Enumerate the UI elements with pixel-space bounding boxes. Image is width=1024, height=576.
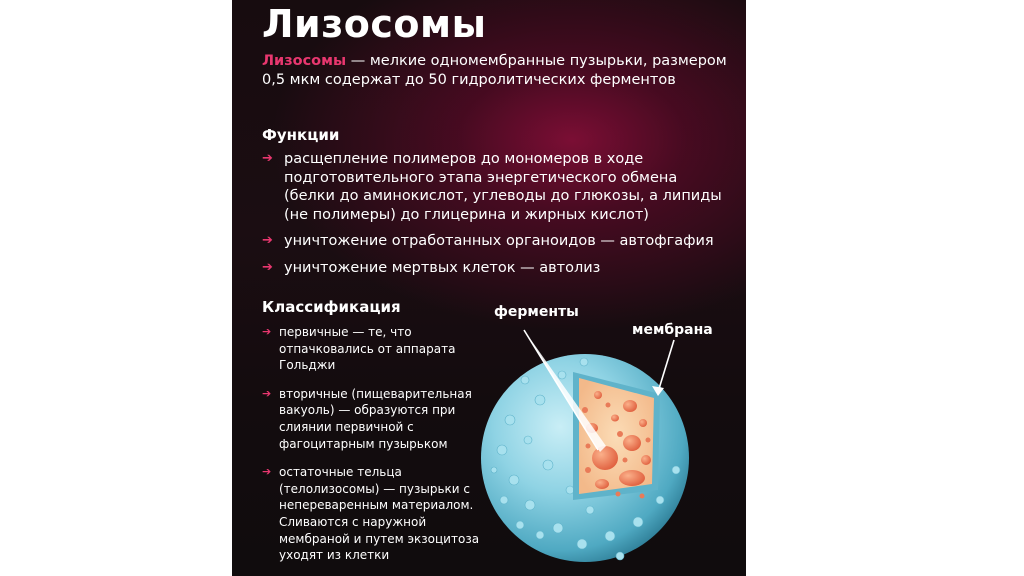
arrow-right-icon: ➔ (262, 325, 272, 338)
intro-term: Лизосомы (262, 53, 347, 69)
lysosome-illustration (480, 300, 746, 576)
function-text: уничтожение отработанных органоидов — автофгафия (284, 233, 714, 249)
classification-heading: Классификация (262, 298, 401, 316)
enzymes-label: ферменты (494, 304, 579, 320)
intro-text: — мелкие одномембранные пузырьки, размером 0,5 мкм содержат до 50 гидролитических ферментов (262, 53, 727, 88)
classification-text: вторичные (пищеварительная вакуоль) — образуются при слиянии первичной с фагоцитарным пузырьком (279, 386, 472, 451)
classification-text: первичные — те, что отпачковались от аппарата Гольджи (279, 325, 456, 373)
arrow-right-icon: ➔ (262, 386, 272, 400)
classification-text: остаточные тельца (телолизосомы) — пузырьки с непереваренным материалом. Сливаются с наружной мембраной и путем экзоцитоза уходят из клетки (279, 465, 480, 563)
membrane-label: мембрана (632, 322, 713, 338)
list-item (262, 386, 482, 452)
function-text: расщепление полимеров до мономеров в ходе подготовительного этапа энергетического обмена (белки до аминокислот, углеводы до глюкозы, а липиды (не полимеры) до глицерина и жирных кислот) (284, 151, 722, 223)
list-item (262, 150, 732, 224)
arrow-right-icon: ➔ (262, 259, 273, 275)
intro-paragraph (262, 52, 732, 90)
list-item (262, 464, 482, 564)
functions-list (262, 150, 732, 285)
classification-list (262, 324, 482, 576)
lysosome-slide (232, 0, 746, 576)
function-text: уничтожение мертвых клеток — автолиз (284, 259, 601, 276)
membrane-pointer (658, 340, 674, 392)
arrow-right-icon: ➔ (262, 151, 273, 166)
list-item (262, 324, 482, 374)
list-item (262, 259, 732, 278)
functions-heading: Функции (262, 126, 340, 144)
arrow-right-icon: ➔ (262, 233, 273, 248)
list-item (262, 232, 732, 251)
lysosome-drawing (480, 300, 746, 576)
page-title: Лизосомы (262, 2, 487, 46)
arrow-right-icon: ➔ (262, 465, 272, 479)
